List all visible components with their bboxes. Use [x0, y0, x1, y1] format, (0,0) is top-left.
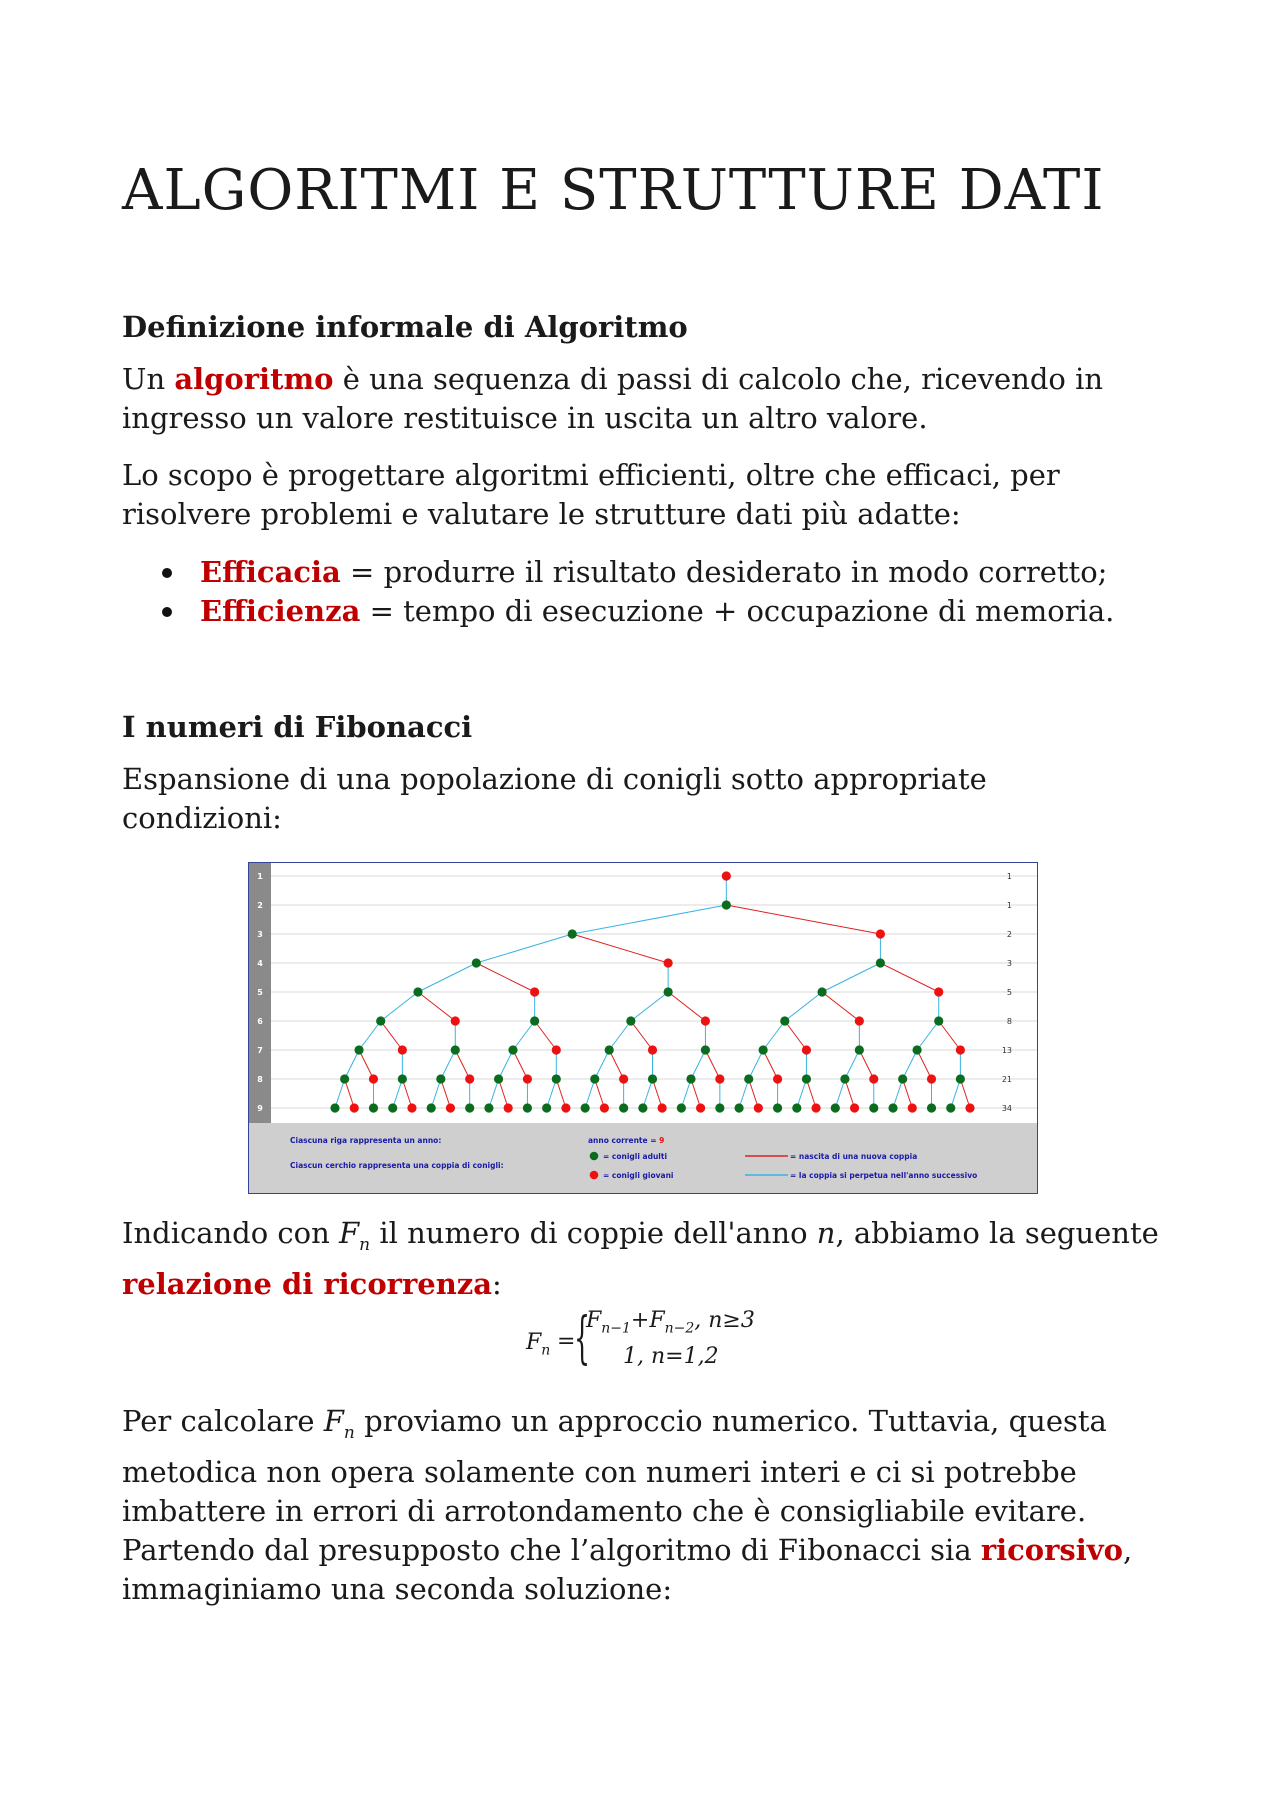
- row-label: 9: [257, 1104, 263, 1113]
- list-item: Efficienza = tempo di esecuzione + occupazione di memoria.: [122, 592, 1114, 631]
- adult-pair-node: [427, 1103, 436, 1112]
- adult-pair-node: [508, 1045, 517, 1054]
- legend-birth-text: = nascita di una nuova coppia: [790, 1152, 918, 1161]
- legend-row-text: Ciascuna riga rappresenta un anno:: [290, 1136, 442, 1145]
- young-pair-node: [552, 1045, 561, 1054]
- young-pair-node: [465, 1074, 474, 1083]
- adult-pair-node: [542, 1103, 551, 1112]
- adult-pair-node: [605, 1045, 614, 1054]
- adult-pair-node: [619, 1103, 628, 1112]
- young-pair-node: [934, 987, 943, 996]
- young-pair-node: [850, 1103, 859, 1112]
- keyword-algoritmo: algoritmo: [174, 362, 334, 396]
- legend-adult-icon: [590, 1152, 599, 1161]
- pair-count-label: 5: [1006, 988, 1012, 997]
- adult-pair-node: [956, 1074, 965, 1083]
- young-pair-node: [722, 871, 731, 880]
- pair-count-label: 34: [1001, 1104, 1012, 1113]
- adult-pair-node: [340, 1074, 349, 1083]
- paragraph-goal: Lo scopo è progettare algoritmi efficienti, oltre che efficaci, per risolvere problemi e valutare le strutture dati più adatte:: [122, 458, 1060, 531]
- adult-pair-node: [369, 1103, 378, 1112]
- adult-pair-node: [451, 1045, 460, 1054]
- young-pair-node: [658, 1103, 667, 1112]
- adult-pair-node: [626, 1016, 635, 1025]
- young-pair-node: [927, 1074, 936, 1083]
- adult-pair-node: [946, 1103, 955, 1112]
- pair-count-label: 2: [1006, 930, 1012, 939]
- adult-pair-node: [354, 1045, 363, 1054]
- adult-pair-node: [648, 1074, 657, 1083]
- young-pair-node: [715, 1074, 724, 1083]
- adult-pair-node: [715, 1103, 724, 1112]
- legend-young-text: = conigli giovani: [603, 1171, 674, 1180]
- adult-pair-node: [436, 1074, 445, 1083]
- row-label: 1: [257, 872, 263, 881]
- young-pair-node: [600, 1103, 609, 1112]
- row-label: 3: [257, 930, 263, 939]
- legend-current-year-value: 9: [659, 1136, 665, 1145]
- adult-pair-node: [472, 958, 481, 967]
- formula-case-2: 1, n=1,2: [623, 1344, 719, 1369]
- formula-case-1: $F_{n-1}+F_{n-2}$, n≥3: [586, 1308, 755, 1337]
- young-pair-node: [754, 1103, 763, 1112]
- adult-pair-node: [530, 1016, 539, 1025]
- young-pair-node: [956, 1045, 965, 1054]
- young-pair-node: [811, 1103, 820, 1112]
- adult-pair-node: [398, 1074, 407, 1083]
- row-label: 2: [257, 901, 263, 910]
- pair-count-label: 1: [1006, 872, 1012, 881]
- adult-pair-node: [330, 1103, 339, 1112]
- adult-pair-node: [934, 1016, 943, 1025]
- formula-equals: =: [557, 1329, 576, 1354]
- pair-count-label: 13: [1001, 1046, 1012, 1055]
- young-pair-node: [965, 1103, 974, 1112]
- adult-pair-node: [744, 1074, 753, 1083]
- formula-brace: {: [574, 1306, 591, 1371]
- adult-pair-node: [494, 1074, 503, 1083]
- young-pair-node: [530, 987, 539, 996]
- pair-count-label: 3: [1006, 959, 1012, 968]
- young-pair-node: [869, 1074, 878, 1083]
- adult-pair-node: [802, 1074, 811, 1083]
- formula-lhs: $F_n$: [526, 1330, 551, 1359]
- young-pair-node: [876, 929, 885, 938]
- adult-pair-node: [912, 1045, 921, 1054]
- adult-pair-node: [817, 987, 826, 996]
- section-heading-algorithm: Definizione informale di Algoritmo: [122, 310, 688, 344]
- adult-pair-node: [677, 1103, 686, 1112]
- adult-pair-node: [927, 1103, 936, 1112]
- adult-pair-node: [523, 1103, 532, 1112]
- adult-pair-node: [780, 1016, 789, 1025]
- adult-pair-node: [831, 1103, 840, 1112]
- page-title: ALGORITMI E STRUTTURE DATI: [122, 158, 1105, 223]
- row-label: 8: [257, 1075, 263, 1084]
- fibonacci-rabbit-tree-figure: [248, 862, 1038, 1194]
- young-pair-node: [446, 1103, 455, 1112]
- adult-pair-node: [840, 1074, 849, 1083]
- adult-pair-node: [590, 1074, 599, 1083]
- bullet-icon: [162, 607, 172, 617]
- adult-pair-node: [734, 1103, 743, 1112]
- legend-young-icon: [590, 1171, 599, 1180]
- paragraph-fibonacci-intro: Espansione di una popolazione di conigli sotto appropriate condizioni:: [122, 762, 987, 835]
- young-pair-node: [523, 1074, 532, 1083]
- keyword-relazione-di-ricorrenza: relazione di ricorrenza: [122, 1266, 493, 1301]
- section-heading-fibonacci: I numeri di Fibonacci: [122, 710, 473, 744]
- legend-persist-text: = la coppia si perpetua nell'anno successivo: [790, 1171, 978, 1180]
- young-pair-node: [350, 1103, 359, 1112]
- young-pair-node: [648, 1045, 657, 1054]
- adult-pair-node: [465, 1103, 474, 1112]
- young-pair-node: [701, 1016, 710, 1025]
- row-label: 4: [257, 959, 263, 968]
- paragraph-recurrence-intro: Indicando con $F_n$ il numero di coppie dell'anno n, abbiamo la seguente relazione di ricorrenza:: [122, 1216, 1159, 1301]
- adult-pair-node: [638, 1103, 647, 1112]
- adult-pair-node: [484, 1103, 493, 1112]
- keyword-ricorsivo: ricorsivo: [980, 1532, 1123, 1567]
- paragraph-algorithm-definition: Un algoritmo è una sequenza di passi di calcolo che, ricevendo in ingresso un valore restituisce in uscita un altro valore.: [122, 362, 1104, 435]
- adult-pair-node: [855, 1045, 864, 1054]
- adult-pair-node: [388, 1103, 397, 1112]
- row-label: 5: [257, 988, 263, 997]
- young-pair-node: [908, 1103, 917, 1112]
- adult-pair-node: [759, 1045, 768, 1054]
- adult-pair-node: [413, 987, 422, 996]
- adult-pair-node: [568, 929, 577, 938]
- legend-circle-text: Ciascun cerchio rappresenta una coppia di conigli:: [290, 1161, 504, 1170]
- young-pair-node: [561, 1103, 570, 1112]
- pair-count-label: 1: [1006, 901, 1012, 910]
- adult-pair-node: [888, 1103, 897, 1112]
- young-pair-node: [369, 1074, 378, 1083]
- adult-pair-node: [876, 958, 885, 967]
- paragraph-numeric-approach: Per calcolare $F_n$ proviamo un approccio numerico. Tuttavia, questa metodica non opera solamente con numeri interi e ci si potrebbe imbattere in errori di arrotondamento che è consigliabile evitare. Partendo dal presupposto che l’algoritmo di Fibonacci sia ricorsivo, immaginiamo una seconda soluzione:: [122, 1404, 1133, 1606]
- list-item: Efficacia = produrre il risultato desiderato in modo corretto;: [122, 553, 1114, 592]
- legend-current-year: anno corrente = 9: [588, 1136, 665, 1145]
- adult-pair-node: [552, 1074, 561, 1083]
- adult-pair-node: [773, 1103, 782, 1112]
- young-pair-node: [664, 958, 673, 967]
- recurrence-formula: [526, 1308, 786, 1384]
- young-pair-node: [802, 1045, 811, 1054]
- adult-pair-node: [664, 987, 673, 996]
- pair-count-label: 8: [1006, 1017, 1012, 1026]
- adult-pair-node: [581, 1103, 590, 1112]
- adult-pair-node: [792, 1103, 801, 1112]
- young-pair-node: [855, 1016, 864, 1025]
- adult-pair-node: [722, 900, 731, 909]
- bullet-icon: [162, 568, 172, 578]
- young-pair-node: [696, 1103, 705, 1112]
- young-pair-node: [504, 1103, 513, 1112]
- legend-adult-text: = conigli adulti: [603, 1152, 668, 1161]
- bullet-list: [122, 553, 1114, 631]
- row-label: 6: [257, 1017, 263, 1026]
- adult-pair-node: [701, 1045, 710, 1054]
- adult-pair-node: [686, 1074, 695, 1083]
- row-label: 7: [257, 1046, 263, 1055]
- adult-pair-node: [898, 1074, 907, 1083]
- adult-pair-node: [376, 1016, 385, 1025]
- young-pair-node: [398, 1045, 407, 1054]
- young-pair-node: [451, 1016, 460, 1025]
- adult-pair-node: [869, 1103, 878, 1112]
- young-pair-node: [619, 1074, 628, 1083]
- pair-count-label: 21: [1001, 1075, 1012, 1084]
- young-pair-node: [407, 1103, 416, 1112]
- young-pair-node: [773, 1074, 782, 1083]
